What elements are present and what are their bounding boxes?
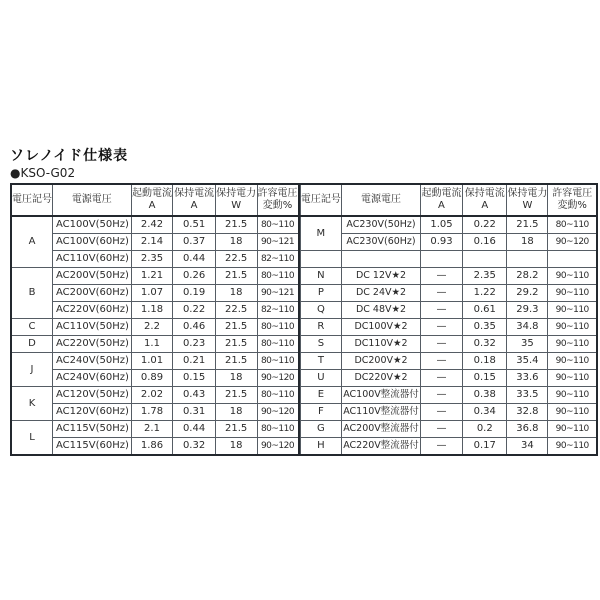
inrush-current-cell: —: [420, 387, 462, 404]
holding-power-cell: 18: [215, 234, 257, 251]
voltage-symbol-cell: [300, 251, 342, 268]
holding-current-cell: 0.2: [463, 421, 507, 438]
header-holding-power: [507, 184, 548, 216]
supply-voltage-cell: AC115V(50Hz): [53, 421, 132, 438]
supply-voltage-cell: AC230V(50Hz): [342, 216, 421, 234]
table-header-row: [11, 184, 299, 216]
supply-voltage-cell: AC230V(60Hz): [342, 234, 421, 251]
holding-current-cell: 1.22: [463, 285, 507, 302]
header-label: 電源電圧: [71, 194, 112, 205]
voltage-symbol-cell: K: [11, 387, 53, 421]
voltage-tolerance-cell: 90~110: [548, 421, 597, 438]
voltage-symbol-cell: P: [300, 285, 342, 302]
table-row: [11, 319, 299, 336]
voltage-tolerance-cell: 90~110: [548, 387, 597, 404]
table-row: [11, 302, 299, 319]
holding-current-cell: 0.23: [173, 336, 215, 353]
inrush-current-cell: 2.35: [131, 251, 173, 268]
holding-power-cell: 18: [215, 370, 257, 387]
inrush-current-cell: 1.05: [420, 216, 462, 234]
inrush-current-cell: 1.86: [131, 438, 173, 456]
header-voltage-symbol: [11, 184, 53, 216]
table-row: [300, 319, 597, 336]
inrush-current-cell: 2.2: [131, 319, 173, 336]
voltage-tolerance-cell: 90~120: [257, 438, 299, 456]
supply-voltage-cell: AC110V(50Hz): [53, 319, 132, 336]
holding-current-cell: 0.21: [173, 353, 215, 370]
table-row: [300, 370, 597, 387]
table-row: [11, 268, 299, 285]
inrush-current-cell: —: [420, 319, 462, 336]
table-row: [11, 336, 299, 353]
holding-current-cell: 0.17: [463, 438, 507, 456]
table-row: [300, 285, 597, 302]
voltage-tolerance-cell: 90~110: [548, 353, 597, 370]
holding-current-cell: 0.35: [463, 319, 507, 336]
inrush-current-cell: 2.42: [131, 216, 173, 234]
table-row: [300, 336, 597, 353]
spec-sheet: [10, 145, 598, 456]
holding-power-cell: 28.2: [507, 268, 548, 285]
header-voltage-tolerance: [257, 184, 299, 216]
voltage-symbol-cell: J: [11, 353, 53, 387]
table-row: [11, 216, 299, 234]
inrush-current-cell: 1.21: [131, 268, 173, 285]
holding-current-cell: 0.22: [463, 216, 507, 234]
voltage-tolerance-cell: 90~120: [257, 404, 299, 421]
voltage-tolerance-cell: 90~110: [548, 404, 597, 421]
table-row: [300, 268, 597, 285]
supply-voltage-cell: AC200V(60Hz): [53, 285, 132, 302]
holding-power-cell: 18: [215, 404, 257, 421]
holding-current-cell: 0.32: [173, 438, 215, 456]
header-label: 起動電流: [421, 188, 462, 199]
header-unit: 変動%: [557, 200, 587, 211]
table-row: [11, 404, 299, 421]
header-unit: A: [148, 200, 156, 211]
table-row: [300, 421, 597, 438]
holding-power-cell: 35.4: [507, 353, 548, 370]
model-number: ●KSO-G02: [10, 166, 76, 180]
holding-power-cell: 36.8: [507, 421, 548, 438]
header-label: 保持電力: [507, 188, 548, 199]
inrush-current-cell: 0.93: [420, 234, 462, 251]
supply-voltage-cell: DC110V★2: [342, 336, 421, 353]
voltage-tolerance-cell: 80~110: [257, 421, 299, 438]
inrush-current-cell: 2.1: [131, 421, 173, 438]
header-unit: A: [438, 200, 445, 211]
voltage-tolerance-cell: 90~110: [548, 370, 597, 387]
voltage-tolerance-cell: 80~110: [257, 216, 299, 234]
supply-voltage-cell: AC120V(50Hz): [53, 387, 132, 404]
holding-power-cell: 22.5: [215, 302, 257, 319]
inrush-current-cell: —: [420, 438, 462, 456]
voltage-tolerance-cell: 80~110: [257, 319, 299, 336]
inrush-current-cell: —: [420, 302, 462, 319]
supply-voltage-cell: DC 12V★2: [342, 268, 421, 285]
supply-voltage-cell: AC120V(60Hz): [53, 404, 132, 421]
holding-power-cell: 18: [507, 234, 548, 251]
voltage-symbol-cell: L: [11, 421, 53, 456]
table-row: [11, 234, 299, 251]
inrush-current-cell: —: [420, 421, 462, 438]
supply-voltage-cell: AC115V(60Hz): [53, 438, 132, 456]
table-row: [11, 353, 299, 370]
inrush-current-cell: 1.1: [131, 336, 173, 353]
header-unit: 変動%: [262, 200, 293, 211]
holding-power-cell: 34: [507, 438, 548, 456]
voltage-symbol-cell: R: [300, 319, 342, 336]
header-label: 電圧記号: [12, 194, 52, 205]
voltage-tolerance-cell: 90~110: [548, 438, 597, 456]
voltage-tolerance-cell: 90~110: [548, 302, 597, 319]
holding-power-cell: 33.6: [507, 370, 548, 387]
holding-power-cell: 21.5: [215, 353, 257, 370]
holding-current-cell: 0.34: [463, 404, 507, 421]
voltage-symbol-cell: H: [300, 438, 342, 456]
voltage-symbol-cell: C: [11, 319, 53, 336]
header-holding-current: [463, 184, 507, 216]
table-row: [300, 251, 597, 268]
supply-voltage-cell: DC200V★2: [342, 353, 421, 370]
supply-voltage-cell: DC100V★2: [342, 319, 421, 336]
holding-power-cell: 32.8: [507, 404, 548, 421]
header-unit: A: [190, 200, 198, 211]
header-label: 許容電圧: [552, 188, 593, 199]
holding-current-cell: 0.15: [173, 370, 215, 387]
header-voltage-symbol: [300, 184, 342, 216]
holding-power-cell: 29.3: [507, 302, 548, 319]
table-row: [300, 234, 597, 251]
voltage-tolerance-cell: 82~110: [257, 251, 299, 268]
voltage-symbol-cell: B: [11, 268, 53, 319]
holding-current-cell: 0.51: [173, 216, 215, 234]
holding-current-cell: 0.31: [173, 404, 215, 421]
table-row: [300, 404, 597, 421]
voltage-symbol-cell: A: [11, 216, 53, 268]
header-label: 保持電流: [464, 188, 505, 199]
holding-power-cell: 21.5: [215, 421, 257, 438]
voltage-symbol-cell: G: [300, 421, 342, 438]
table-row: [300, 387, 597, 404]
table-row: [300, 438, 597, 456]
holding-current-cell: 0.44: [173, 421, 215, 438]
header-inrush-current: [420, 184, 462, 216]
table-row: [300, 302, 597, 319]
holding-power-cell: 21.5: [507, 216, 548, 234]
supply-voltage-cell: AC220V(50Hz): [53, 336, 132, 353]
header-inrush-current: [131, 184, 173, 216]
header-label: 電源電圧: [361, 194, 401, 205]
holding-current-cell: 0.46: [173, 319, 215, 336]
voltage-tolerance-cell: 80~110: [257, 268, 299, 285]
voltage-tolerance-cell: 90~110: [548, 268, 597, 285]
spec-table-right: [300, 183, 598, 456]
holding-power-cell: 35: [507, 336, 548, 353]
page-title: ソレノイド仕様表: [10, 148, 129, 164]
holding-current-cell: 0.38: [463, 387, 507, 404]
header-holding-power: [215, 184, 257, 216]
header-unit: W: [522, 200, 533, 211]
voltage-symbol-cell: Q: [300, 302, 342, 319]
voltage-symbol-cell: D: [11, 336, 53, 353]
voltage-tolerance-cell: 80~110: [257, 353, 299, 370]
table-row: [11, 251, 299, 268]
supply-voltage-cell: AC220V整流器付: [342, 438, 421, 456]
voltage-tolerance-cell: [548, 251, 597, 268]
holding-power-cell: 33.5: [507, 387, 548, 404]
inrush-current-cell: —: [420, 353, 462, 370]
supply-voltage-cell: AC100V整流器付: [342, 387, 421, 404]
inrush-current-cell: 2.14: [131, 234, 173, 251]
holding-current-cell: 0.22: [173, 302, 215, 319]
inrush-current-cell: 2.02: [131, 387, 173, 404]
header-voltage-tolerance: [548, 184, 597, 216]
supply-voltage-cell: DC 48V★2: [342, 302, 421, 319]
holding-power-cell: 21.5: [215, 216, 257, 234]
holding-current-cell: 0.61: [463, 302, 507, 319]
table-header-row: [300, 184, 597, 216]
voltage-symbol-cell: F: [300, 404, 342, 421]
holding-current-cell: 0.44: [173, 251, 215, 268]
supply-voltage-cell: AC100V(60Hz): [53, 234, 132, 251]
header-label: 起動電流: [132, 188, 172, 199]
supply-voltage-cell: AC100V(50Hz): [53, 216, 132, 234]
header-label: 保持電流: [174, 188, 215, 199]
table-row: [11, 387, 299, 404]
table-row: [300, 353, 597, 370]
inrush-current-cell: [420, 251, 462, 268]
voltage-symbol-cell: S: [300, 336, 342, 353]
holding-current-cell: 2.35: [463, 268, 507, 285]
header-holding-current: [173, 184, 215, 216]
voltage-symbol-cell: E: [300, 387, 342, 404]
voltage-tolerance-cell: 90~121: [257, 234, 299, 251]
holding-power-cell: 21.5: [215, 336, 257, 353]
voltage-tolerance-cell: 90~121: [257, 285, 299, 302]
voltage-symbol-cell: U: [300, 370, 342, 387]
holding-power-cell: 21.5: [215, 268, 257, 285]
header-supply-voltage: [53, 184, 132, 216]
supply-voltage-cell: AC110V(60Hz): [53, 251, 132, 268]
voltage-symbol-cell: M: [300, 216, 342, 251]
holding-current-cell: [463, 251, 507, 268]
supply-voltage-cell: AC200V整流器付: [342, 421, 421, 438]
holding-power-cell: 18: [215, 438, 257, 456]
inrush-current-cell: —: [420, 336, 462, 353]
holding-power-cell: 21.5: [215, 387, 257, 404]
voltage-tolerance-cell: 90~120: [548, 234, 597, 251]
voltage-symbol-cell: T: [300, 353, 342, 370]
supply-voltage-cell: [342, 251, 421, 268]
inrush-current-cell: 0.89: [131, 370, 173, 387]
holding-power-cell: 22.5: [215, 251, 257, 268]
supply-voltage-cell: AC110V整流器付: [342, 404, 421, 421]
supply-voltage-cell: DC 24V★2: [342, 285, 421, 302]
holding-power-cell: 34.8: [507, 319, 548, 336]
holding-current-cell: 0.43: [173, 387, 215, 404]
spec-tables: [10, 183, 598, 456]
voltage-tolerance-cell: 80~110: [257, 387, 299, 404]
inrush-current-cell: 1.07: [131, 285, 173, 302]
holding-power-cell: 18: [215, 285, 257, 302]
table-row: [11, 285, 299, 302]
table-row: [11, 421, 299, 438]
inrush-current-cell: —: [420, 404, 462, 421]
holding-current-cell: 0.37: [173, 234, 215, 251]
spec-table-left: [10, 183, 300, 456]
inrush-current-cell: —: [420, 370, 462, 387]
table-row: [11, 370, 299, 387]
header-unit: W: [231, 200, 242, 211]
voltage-tolerance-cell: 90~110: [548, 285, 597, 302]
inrush-current-cell: 1.78: [131, 404, 173, 421]
supply-voltage-cell: AC200V(50Hz): [53, 268, 132, 285]
table-row: [11, 438, 299, 456]
holding-power-cell: 21.5: [215, 319, 257, 336]
supply-voltage-cell: AC220V(60Hz): [53, 302, 132, 319]
header-supply-voltage: [342, 184, 421, 216]
holding-current-cell: 0.18: [463, 353, 507, 370]
holding-current-cell: 0.19: [173, 285, 215, 302]
voltage-tolerance-cell: 90~110: [548, 336, 597, 353]
table-row: [300, 216, 597, 234]
holding-current-cell: 0.32: [463, 336, 507, 353]
voltage-tolerance-cell: 90~110: [548, 319, 597, 336]
holding-power-cell: 29.2: [507, 285, 548, 302]
voltage-tolerance-cell: 80~110: [548, 216, 597, 234]
holding-current-cell: 0.15: [463, 370, 507, 387]
header-label: 保持電力: [216, 188, 257, 199]
supply-voltage-cell: AC240V(50Hz): [53, 353, 132, 370]
inrush-current-cell: —: [420, 268, 462, 285]
header-label: 許容電圧: [257, 188, 298, 199]
inrush-current-cell: 1.18: [131, 302, 173, 319]
inrush-current-cell: 1.01: [131, 353, 173, 370]
voltage-tolerance-cell: 90~120: [257, 370, 299, 387]
voltage-symbol-cell: N: [300, 268, 342, 285]
inrush-current-cell: —: [420, 285, 462, 302]
holding-current-cell: 0.16: [463, 234, 507, 251]
header-label: 電圧記号: [300, 194, 341, 205]
holding-power-cell: [507, 251, 548, 268]
supply-voltage-cell: AC240V(60Hz): [53, 370, 132, 387]
voltage-tolerance-cell: 80~110: [257, 336, 299, 353]
holding-current-cell: 0.26: [173, 268, 215, 285]
supply-voltage-cell: DC220V★2: [342, 370, 421, 387]
voltage-tolerance-cell: 82~110: [257, 302, 299, 319]
header-unit: A: [481, 200, 489, 211]
